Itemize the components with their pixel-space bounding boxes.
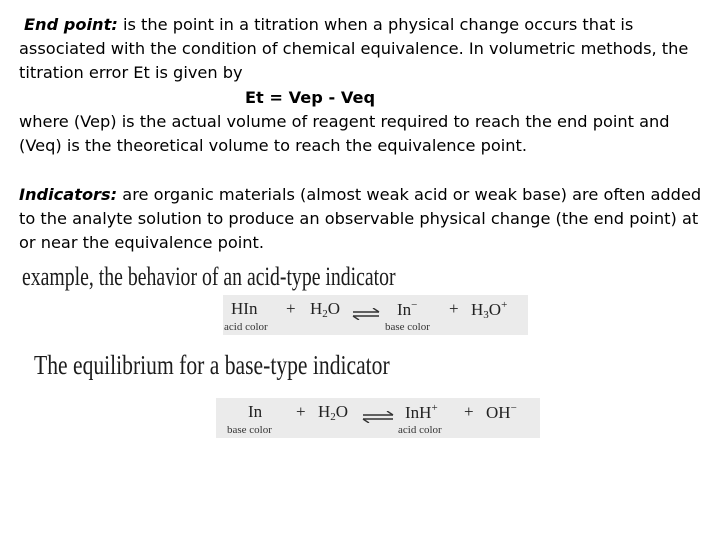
hin-formula: HIn xyxy=(231,299,258,318)
equilibrium-arrows-icon xyxy=(351,308,381,320)
indicators-paragraph xyxy=(19,183,714,255)
inh-cation-formula: InH+ xyxy=(405,402,438,422)
indicators-definition: are organic materials (almost weak acid or weak base) are often added to the analyte solution to produce an observable physical change (the end point) at or near the equivalence point. xyxy=(19,185,702,252)
acid-indicator-heading: example, the behavior of an acid-type indicator xyxy=(22,262,396,291)
plus-sign: + xyxy=(464,402,474,421)
hydronium-formula: $H_3O^+$ xyxy=(471,299,508,321)
volume-explanation: where (Vep) is the actual volume of reagent required to reach the end point and (Veq) is the theoretical volume to reach the equivalence point. xyxy=(19,112,670,155)
plus-sign: + xyxy=(286,299,296,318)
water-formula: $H_2O$ xyxy=(310,299,341,320)
base-color-caption: base color xyxy=(385,321,430,333)
end-point-term: End point: xyxy=(24,15,118,34)
in-anion-formula: In− xyxy=(397,299,418,319)
base-color-caption: base color xyxy=(227,424,272,436)
equilibrium-arrows-icon xyxy=(361,411,395,423)
plus-sign: + xyxy=(449,299,459,318)
acid-indicator-equation xyxy=(223,295,528,335)
end-point-definition: is the point in a titration when a physical change occurs that is associated with the condition of chemical equivalence. In volumetric methods, the titration error Et is given by xyxy=(19,15,689,82)
in-formula: In xyxy=(248,402,263,421)
plus-sign: + xyxy=(296,402,306,421)
titration-error-equation: Et = Vep - Veq xyxy=(245,88,376,107)
base-indicator-heading: The equilibrium for a base-type indicator xyxy=(34,350,390,380)
acid-color-caption: acid color xyxy=(398,424,442,436)
hydroxide-formula: OH− xyxy=(486,402,517,422)
base-indicator-equation xyxy=(216,398,540,438)
water-formula: $H_2O$ xyxy=(318,402,349,423)
end-point-paragraph xyxy=(19,13,714,85)
indicators-term: Indicators: xyxy=(19,185,118,204)
acid-color-caption: acid color xyxy=(224,321,268,333)
